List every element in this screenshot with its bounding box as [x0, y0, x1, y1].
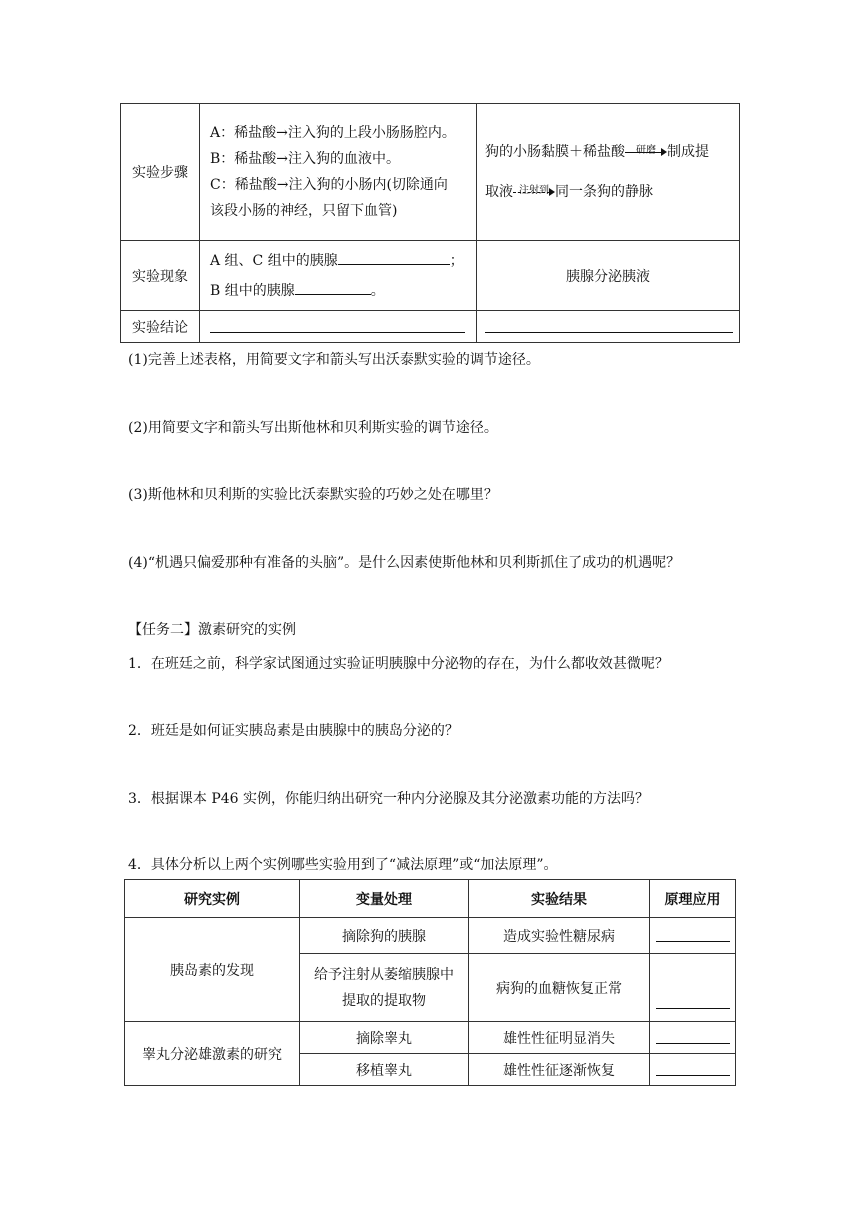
principle-cell [650, 954, 736, 1022]
answer-blank[interactable] [656, 926, 730, 942]
step-b: B：稀盐酸→注入狗的血液中。 [210, 151, 401, 167]
result-cell: 造成实验性糖尿病 [469, 918, 650, 954]
phenomenon-right-cell: 胰腺分泌胰液 [477, 241, 740, 311]
inject-arrow-icon [513, 185, 555, 199]
principle-table [124, 879, 736, 1086]
principle-cell [650, 918, 736, 954]
inject-arrow-label: 注射到 [519, 185, 549, 196]
conclusion-right-cell [477, 311, 740, 343]
step-a: A：稀盐酸→注入狗的上段小肠肠腔内。 [210, 125, 456, 141]
right-line1-pre: 狗的小肠黏膜＋稀盐酸 [485, 144, 625, 160]
task2-heading: 【任务二】激素研究的实例 [128, 622, 296, 638]
steps-right-cell [477, 104, 740, 241]
right-line2-post: 同一条狗的静脉 [555, 184, 653, 200]
phenomenon-left-cell [200, 241, 477, 311]
row-label-phenomenon: 实验现象 [121, 241, 200, 311]
phenomenon-line1 [200, 246, 476, 276]
result-cell: 病狗的血糖恢复正常 [469, 954, 650, 1022]
phenomenon-ac-text: A 组、C 组中的胰腺 [210, 252, 338, 269]
grind-arrow-label: 研磨 [636, 145, 656, 156]
treatment-cell: 摘除睾丸 [300, 1022, 469, 1054]
right-line1-post: 制成提 [667, 144, 709, 160]
question-3: (3)斯他林和贝利斯的实验比沃泰默实验的巧妙之处在哪里？ [128, 487, 498, 503]
answer-blank[interactable] [338, 249, 450, 265]
step-c-2: 该段小肠的神经，只留下血管) [210, 203, 398, 219]
question-1: (1)完善上述表格，用简要文字和箭头写出沃泰默实验的调节途径。 [128, 352, 540, 368]
result-cell: 雄性性征明显消失 [469, 1022, 650, 1054]
phenomenon-line2 [200, 276, 476, 306]
answer-blank[interactable] [210, 317, 465, 333]
treatment-line1: 给予注射从萎缩胰腺中 [314, 966, 454, 983]
experiment-table [120, 103, 740, 343]
treatment-cell: 摘除狗的胰腺 [300, 918, 469, 954]
task2-item-4: 4．具体分析以上两个实例哪些实验用到了“减法原理”或“加法原理”。 [128, 857, 558, 873]
row-label-conclusion: 实验结论 [121, 311, 200, 343]
answer-blank[interactable] [485, 317, 733, 333]
answer-blank[interactable] [656, 993, 730, 1009]
conclusion-left-cell [200, 311, 477, 343]
grind-arrow-icon [625, 145, 667, 159]
phenomenon-b-end: 。 [370, 282, 385, 299]
question-2: (2)用简要文字和箭头写出斯他林和贝利斯实验的调节途径。 [128, 420, 498, 436]
step-c-1: C：稀盐酸→注入狗的小肠内(切除通向 [210, 177, 448, 193]
row-label-steps: 实验步骤 [121, 104, 200, 241]
principle-cell [650, 1054, 736, 1086]
phenomenon-ac-end: ； [449, 252, 464, 269]
example-testis: 睾丸分泌雄激素的研究 [125, 1022, 300, 1086]
question-4: (4)“机遇只偏爱那种有准备的头脑”。是什么因素使斯他林和贝利斯抓住了成功的机遇呢？ [128, 555, 681, 571]
result-cell: 雄性性征逐渐恢复 [469, 1054, 650, 1086]
answer-blank[interactable] [295, 279, 371, 295]
treatment-line2: 提取的提取物 [342, 992, 426, 1009]
principle-cell [650, 1022, 736, 1054]
header-result: 实验结果 [469, 880, 650, 918]
header-treatment: 变量处理 [300, 880, 469, 918]
treatment-cell: 移植睾丸 [300, 1054, 469, 1086]
task2-item-3: 3．根据课本 P46 实例，你能归纳出研究一种内分泌腺及其分泌激素功能的方法吗？ [128, 791, 650, 807]
treatment-cell [300, 954, 469, 1022]
steps-left-cell [200, 104, 477, 241]
phenomenon-b-text: B 组中的胰腺 [210, 282, 295, 299]
example-insulin: 胰岛素的发现 [125, 918, 300, 1022]
header-principle: 原理应用 [650, 880, 736, 918]
task2-item-2: 2．班廷是如何证实胰岛素是由胰腺中的胰岛分泌的？ [128, 723, 459, 739]
answer-blank[interactable] [656, 1060, 730, 1076]
header-example: 研究实例 [125, 880, 300, 918]
task2-item-1: 1．在班廷之前，科学家试图通过实验证明胰腺中分泌物的存在，为什么都收效甚微呢？ [128, 656, 669, 672]
answer-blank[interactable] [656, 1028, 730, 1044]
right-line2-pre: 取液 [485, 184, 513, 200]
